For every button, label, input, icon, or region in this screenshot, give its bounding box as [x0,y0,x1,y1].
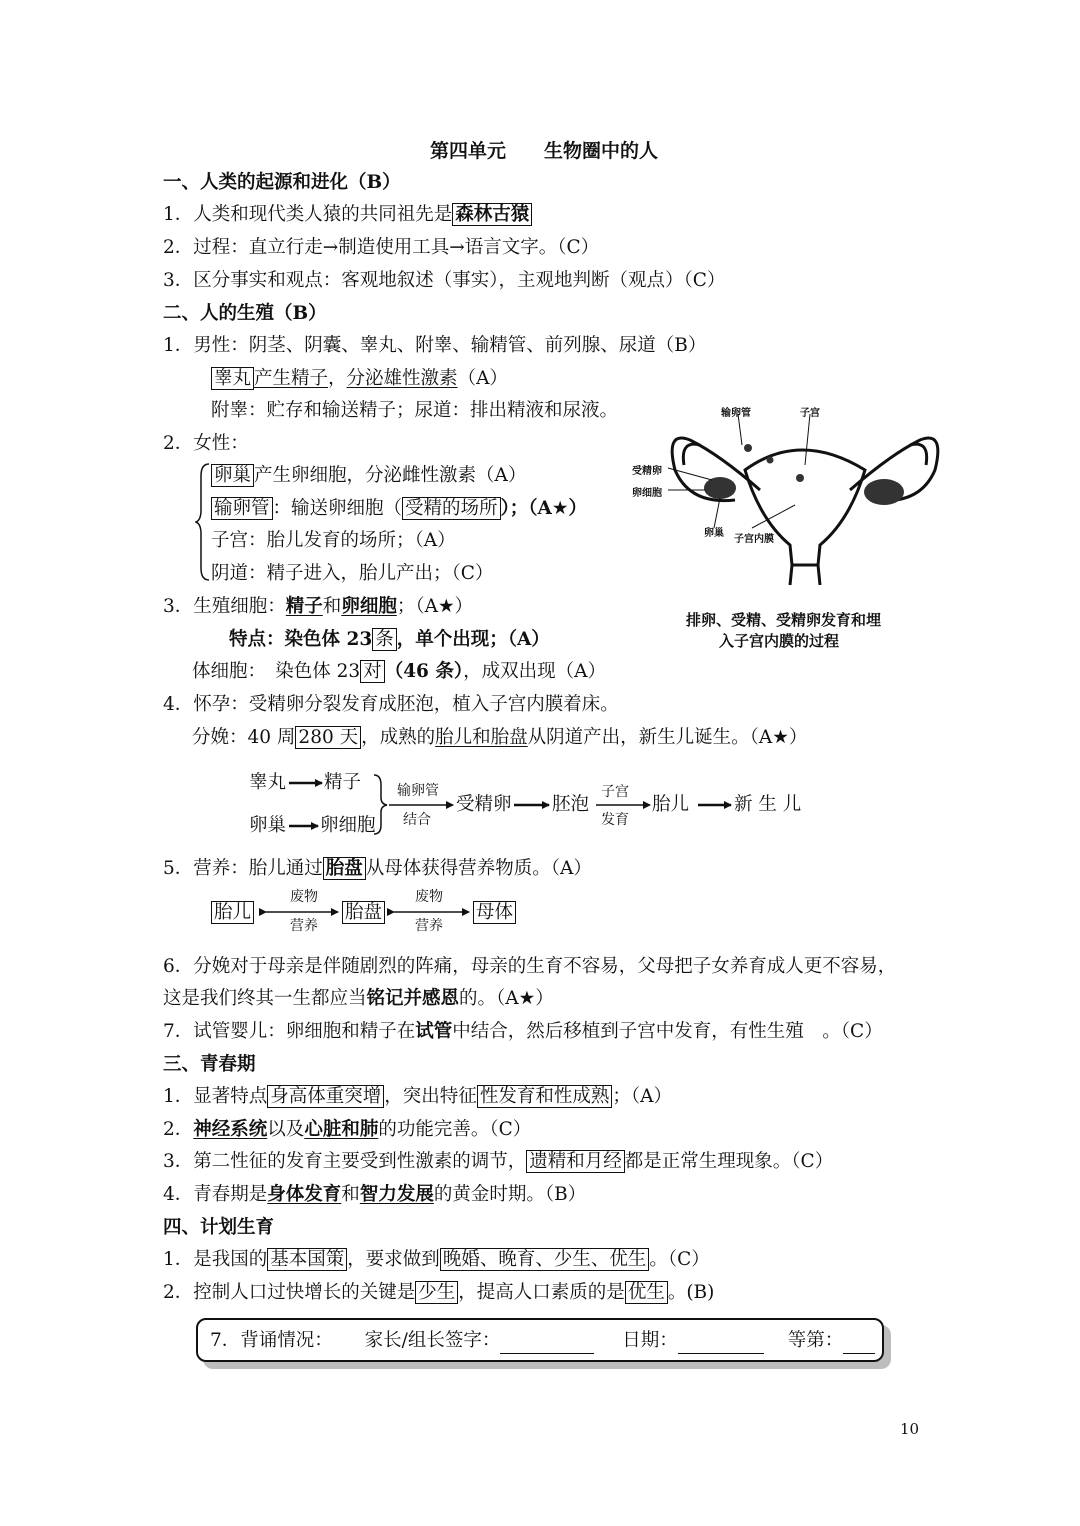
figure-label-ovary: 卵巢 [704,528,724,539]
flow-blastocyst: 胚泡 [552,794,590,815]
flow-zygote: 受精卵 [456,794,512,815]
s3-line-4: 4．青春期是身体发育和智力发展的黄金时期。（B） [163,1184,587,1205]
s2-germ-cells: 3．生殖细胞：精子和卵细胞；（A★） [163,596,474,617]
section-4-heading: 四、计划生育 [163,1217,275,1238]
flow-uterus-label: 子宫 [601,784,629,800]
flow-oviduct-label: 输卵管 [397,783,439,799]
section-2-heading: 二、人的生殖（B） [163,303,327,324]
s2-male: 1．男性：阴茎、阴囊、睾丸、附睾、输精管、前列腺、尿道（B） [163,335,707,356]
s2-line-6b: 这是我们终其一生都应当铭记并感恩的。（A★） [163,988,554,1009]
page-number: 10 [900,1420,920,1438]
date-blank[interactable] [678,1333,764,1354]
figure-caption-2: 入子宫内膜的过程 [719,632,840,650]
exch-food-1: 营养 [290,918,318,934]
recitation-line: 7．背诵情况： 家长/组长签字： 日期： 等第： [210,1328,875,1354]
exch-food-2: 营养 [415,918,443,934]
figure-label-lining: 子宫内膜 [734,534,774,545]
s2-pregnancy: 4．怀孕：受精卵分裂发育成胚泡，植入子宫内膜着床。 [163,694,619,715]
s2-vagina: 阴道：精子进入，胎儿产出；（C） [211,563,494,584]
s2-line-6a: 6．分娩对于母亲是伴随剧烈的阵痛，母亲的生育不容易，父母把子女养育成人更不容易， [163,956,897,977]
s4-line-2: 2．控制人口过快增长的关键是 少生 ，提高人口素质的是 优生 。(B) [163,1282,715,1303]
exch-fetus: 胎儿 [211,900,254,926]
s2-oviduct: 输卵管 ：输送卵细胞（ 受精的场所 ）；（A★） [211,496,587,522]
s2-body-cell: 体细胞： 染色体 23 对 （46 条），成双出现（A） [192,661,606,682]
figure-label-egg: 卵细胞 [632,488,662,499]
exch-waste-2: 废物 [415,889,443,905]
flow-testis: 睾丸 [249,772,287,793]
s4-line-1: 1．是我国的 基本国策 ，要求做到 晚婚、晚育、少生、优生 。（C） [163,1249,710,1270]
figure-caption-1: 排卵、受精、受精卵发育和埋 [686,611,882,629]
s2-female: 2．女性： [163,433,249,454]
flow-ovary: 卵巢 [249,815,287,836]
flow-newborn: 新 生 儿 [734,794,802,815]
figure-label-zygote: 受精卵 [632,466,662,477]
s2-nutrition: 5．营养：胎儿通过 胎盘 从母体获得营养物质。（A） [163,858,592,879]
uterus-illustration [0,0,1080,660]
s2-uterus: 子宫：胎儿发育的场所；（A） [211,530,456,551]
s2-feature: 特点：染色体 23 条 ，单个出现；（A） [229,629,550,650]
page-title: 第四单元 生物圈中的人 [430,140,659,162]
answer-box: 森林古猿 [452,203,532,226]
s2-epididymis: 附睾：贮存和输送精子；尿道：排出精液和尿液。 [211,400,619,421]
s1-line-3: 3．区分事实和观点：客观地叙述（事实），主观地判断（观点）（C） [163,270,726,291]
flow-fetus: 胎儿 [652,794,690,815]
grade-blank[interactable] [843,1333,875,1354]
exch-waste-1: 废物 [290,889,318,905]
figure-label-oviduct: 输卵管 [721,408,751,419]
s2-ovary: 卵巢 产生卵细胞，分泌雌性激素（A） [211,463,526,489]
s3-line-2: 2．神经系统以及心脏和肺的功能完善。（C） [163,1119,532,1140]
s3-line-3: 3．第二性征的发育主要受到性激素的调节， 遗精和月经 都是正常生理现象。（C） [163,1151,834,1172]
s2-birth: 分娩：40 周 280 天 ，成熟的胎儿和胎盘从阴道产出，新生儿诞生。（A★） [192,727,808,748]
section-1-heading: 一、人类的起源和进化（B） [163,172,401,193]
s2-testis: 睾丸 产生精子，分泌雄性激素（A） [211,366,508,392]
flow-develop-label: 发育 [601,812,629,828]
section-3-heading: 三、青春期 [163,1054,256,1075]
s1-line-1: 1．人类和现代类人猿的共同祖先是 森林古猿 [163,202,532,228]
flow-sperm: 精子 [324,772,362,793]
flow-egg: 卵细胞 [320,815,376,836]
flow-combine-label: 结合 [403,812,431,828]
s1-line-2: 2．过程：直立行走→制造使用工具→语言文字。（C） [163,237,600,258]
s3-line-1: 1．显著特点 身高体重突增 ，突出特征 性发育和性成熟 ；（A） [163,1086,672,1107]
exch-placenta: 胎盘 [342,900,385,926]
signature-blank[interactable] [500,1333,594,1354]
exch-mother: 母体 [473,900,516,926]
s2-line-7: 7．试管婴儿：卵细胞和精子在试管中结合，然后移植到子宫中发育，有性生殖 。（C） [163,1021,883,1042]
figure-label-uterus: 子宫 [800,408,820,419]
